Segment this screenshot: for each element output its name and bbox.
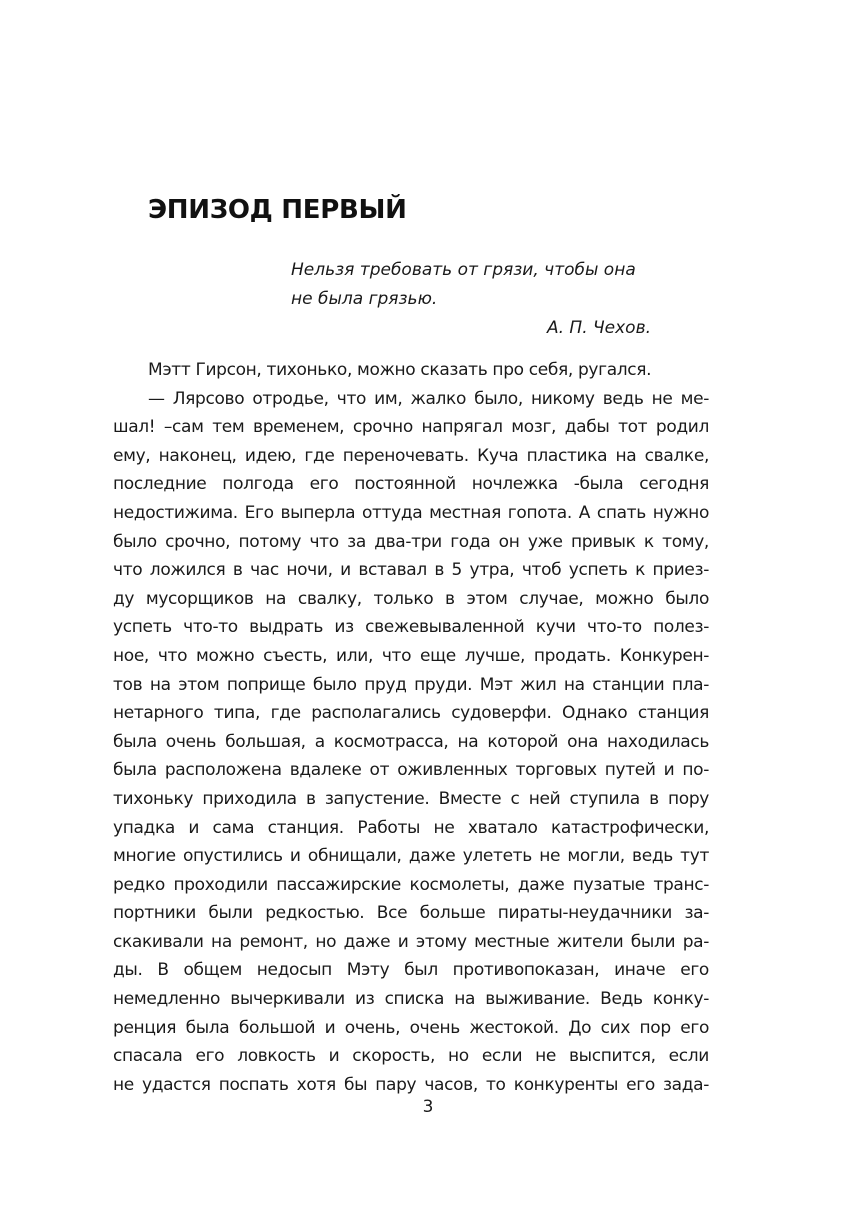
text-line: нетарного типа, где располагались судоверфи. Однако станция	[113, 703, 709, 724]
page-number: 3	[422, 1097, 434, 1117]
epigraph	[291, 256, 651, 343]
text-line: не удастся поспать хотя бы пару часов, то конкуренты его зада-	[113, 1074, 709, 1095]
text-line: последние полгода его постоянной ночлежка -была сегодня	[113, 474, 709, 495]
text-line: была расположена вдалеке от оживленных торговых путей и по-	[113, 760, 709, 781]
text-line: недостижима. Его выперла оттуда местная гопота. А спать нужно	[113, 502, 709, 523]
epigraph-author: А. П. Чехов.	[546, 318, 651, 338]
text-line: многие опустились и обнищали, даже улететь не могли, ведь тут	[113, 846, 709, 867]
text-line: тов на этом поприще было пруд пруди. Мэт жил на станции пла-	[113, 674, 709, 695]
text-line: — Лярсово отродье, что им, жалко было, никому ведь не ме-	[148, 388, 709, 409]
text-line: было срочно, потому что за два-три года он уже привык к тому,	[113, 531, 709, 552]
text-line: успеть что-то выдрать из свежевываленной кучи что-то полез-	[113, 617, 709, 638]
text-line: что ложился в час ночи, и вставал в 5 утра, чтоб успеть к приез-	[113, 560, 709, 581]
text-line: Мэтт Гирсон, тихонько, можно сказать про себя, ругался.	[148, 360, 652, 380]
epigraph-line: Нельзя требовать от грязи, чтобы она	[291, 260, 636, 280]
body-text	[113, 356, 709, 1099]
text-line: тихоньку приходила в запустение. Вместе с ней ступила в пору	[113, 788, 709, 809]
text-line: ренция была большой и очень, очень жестокой. До сих пор его	[113, 1017, 709, 1038]
text-line: ды. В общем недосып Мэту был противопоказан, иначе его	[113, 960, 709, 981]
text-line: упадка и сама станция. Работы не хватало катастрофически,	[113, 817, 709, 838]
chapter-title: ЭПИЗОД ПЕРВЫЙ	[148, 195, 407, 225]
text-line: спасала его ловкость и скорость, но если не выспится, если	[113, 1046, 709, 1067]
text-line: шал! –сам тем временем, срочно напрягал мозг, дабы тот родил	[113, 417, 709, 438]
text-line: портники были редкостью. Все больше пираты-неудачники за-	[113, 903, 709, 924]
text-line: ему, наконец, идею, где переночевать. Куча пластика на свалке,	[113, 445, 709, 466]
text-line: немедленно вычеркивали из списка на выживание. Ведь конку-	[113, 989, 709, 1010]
text-line: ное, что можно съесть, или, что еще лучше, продать. Конкурен-	[113, 645, 709, 666]
text-line: была очень большая, а космотрасса, на которой она находилась	[113, 731, 709, 752]
text-line: редко проходили пассажирские космолеты, даже пузатые транс-	[113, 874, 709, 895]
text-line: скакивали на ремонт, но даже и этому местные жители были ра-	[113, 931, 709, 952]
text-line: ду мусорщиков на свалку, только в этом случае, можно было	[113, 588, 709, 609]
epigraph-line: не была грязью.	[291, 289, 438, 309]
